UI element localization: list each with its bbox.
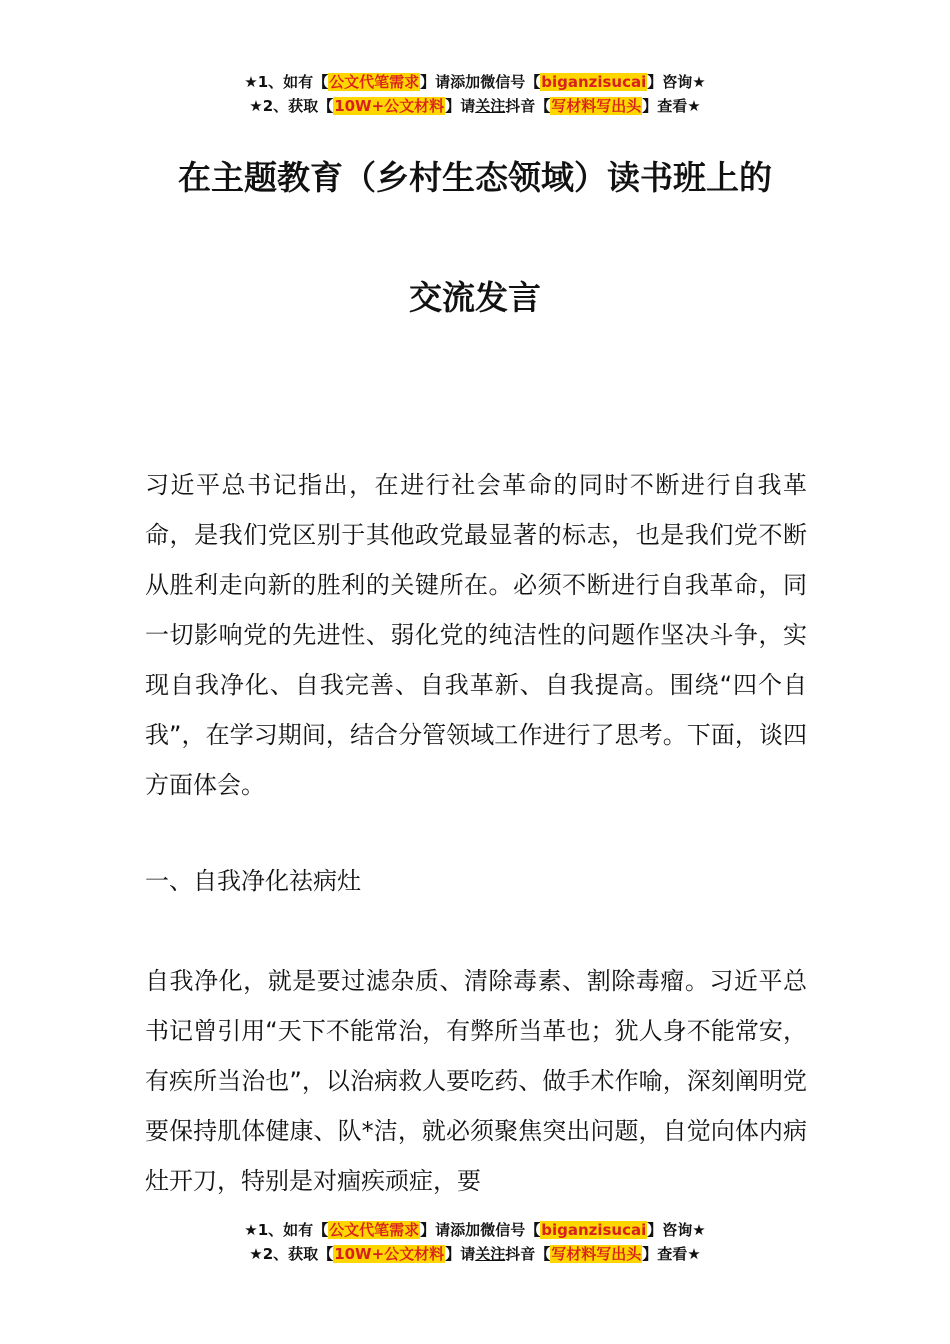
banner-text: ★2、获取【 [249, 97, 334, 115]
document-title-line-2: 交流发言 [409, 278, 541, 317]
footer-banner [0, 1218, 950, 1266]
banner-text: ★2、获取【 [249, 1245, 334, 1263]
document-title-line-1: 在主题教育（乡村生态领域）读书班上的 [178, 158, 772, 197]
banner-highlight: 10W+公文材料 [334, 1245, 445, 1263]
banner-text: 】请 [445, 1245, 476, 1263]
banner-line-2 [0, 94, 950, 118]
paragraph-section-1: 自我净化，就是要过滤杂质、清除毒素、割除毒瘤。习近平总书记曾引用“天下不能常治，有弊所当革也；犹人身不能常安，有疾所当治也”，以治病救人要吃药、做手术作喻，深刻阐明党要保持肌体健康、队*洁，就必须聚焦突出问题，自觉向体内病灶开刀，特别是对痼疾顽症，要 [145, 967, 807, 1195]
banner-line-1 [0, 1218, 950, 1242]
banner-text: ★1、如有【 [244, 73, 329, 91]
banner-text: 】请添加 [420, 73, 481, 91]
banner-text: 】查看★ [642, 97, 701, 115]
banner-text: ★1、如有【 [244, 1221, 329, 1239]
banner-highlight: 公文代笔需求 [329, 73, 420, 91]
banner-line-2 [0, 1242, 950, 1266]
section-heading-1: 一、自我净化祛病灶 [145, 867, 361, 895]
banner-highlight-wechat: biganzisucai [541, 73, 647, 91]
banner-text: 抖音【 [505, 97, 551, 115]
banner-underline: 关注 [475, 1245, 506, 1263]
banner-highlight: 公文代笔需求 [329, 1221, 420, 1239]
banner-text: 】咨询★ [647, 73, 706, 91]
banner-underline: 关注 [475, 97, 506, 115]
banner-highlight: 10W+公文材料 [334, 97, 445, 115]
banner-highlight-douyin: 写材料写出头 [551, 1245, 642, 1263]
banner-text: 】请 [445, 97, 476, 115]
banner-highlight-wechat: biganzisucai [541, 1221, 647, 1239]
banner-text: 】请添加 [420, 1221, 481, 1239]
banner-text: 微信号【 [480, 73, 541, 91]
banner-line-1 [0, 70, 950, 94]
paragraph-intro: 习近平总书记指出，在进行社会革命的同时不断进行自我革命，是我们党区别于其他政党最显著的标志，也是我们党不断从胜利走向新的胜利的关键所在。必须不断进行自我革命，同一切影响党的先进性、弱化党的纯洁性的问题作坚决斗争，实现自我净化、自我完善、自我革新、自我提高。围绕“四个自我”，在学习期间，结合分管领域工作进行了思考。下面，谈四方面体会。 [145, 471, 807, 799]
banner-text: 微信号【 [480, 1221, 541, 1239]
header-banner [0, 70, 950, 118]
banner-text: 】咨询★ [647, 1221, 706, 1239]
banner-highlight-douyin: 写材料写出头 [551, 97, 642, 115]
banner-text: 抖音【 [505, 1245, 551, 1263]
banner-text: 】查看★ [642, 1245, 701, 1263]
